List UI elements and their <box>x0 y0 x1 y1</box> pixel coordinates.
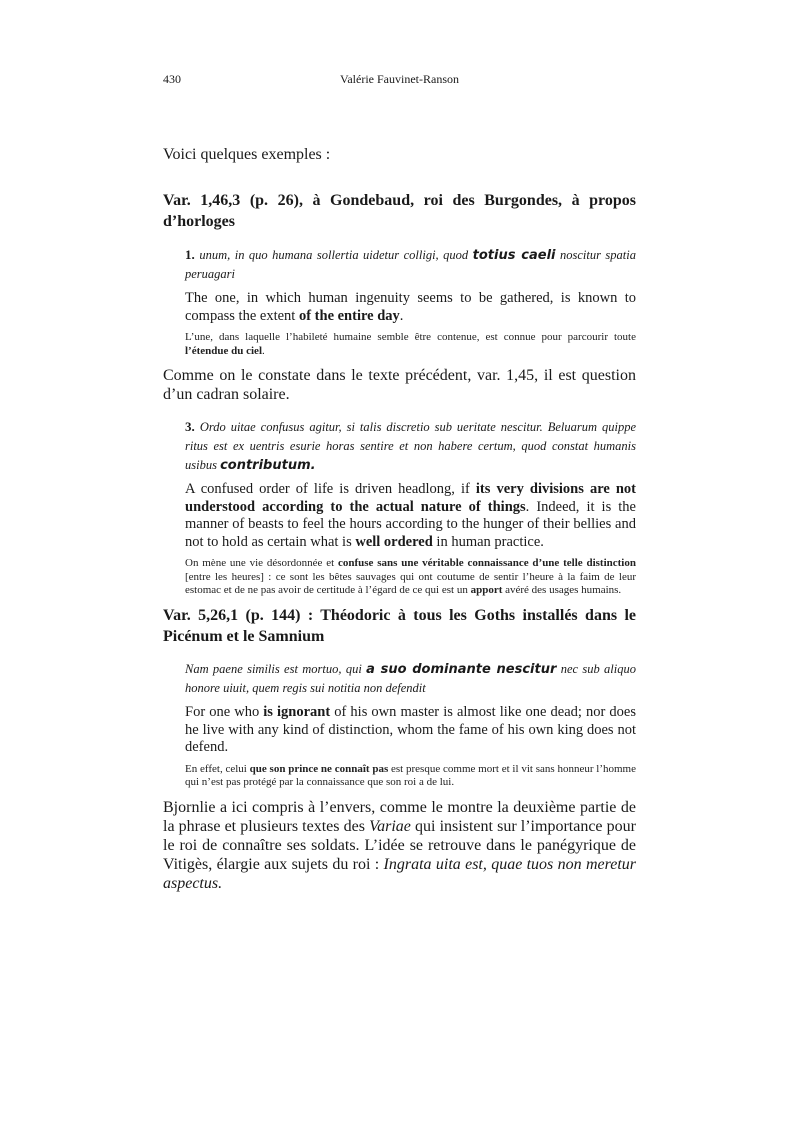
commentary-paragraph <box>163 366 636 404</box>
emphasized-text: 3. <box>185 419 200 434</box>
emphasized-text: confuse sans une véritable connaissance d’une telle distinction <box>337 557 636 569</box>
text-run: Ordo uitae confusus agitur, si talis discretio sub ueritate nescitur. Beluarum quippe ritus est ex uentris esurie horas sentire et non habere certum, quod constat humanis usibus <box>185 420 636 472</box>
quote-block <box>185 660 636 790</box>
text-run: avéré des usages humains. <box>502 584 622 596</box>
intro-block <box>163 145 636 164</box>
running-title: Valérie Fauvinet-Ranson <box>340 72 459 86</box>
text-run: Nam paene similis est mortuo, qui <box>185 662 367 676</box>
english-translation <box>185 704 636 757</box>
text-run: Voici quelques exemples : <box>163 146 331 163</box>
latin-quote <box>185 660 636 698</box>
text-run: En effet, celui <box>185 762 250 775</box>
english-translation <box>185 481 636 551</box>
english-translation <box>185 290 636 325</box>
latin-quote <box>185 245 636 284</box>
section-heading <box>163 605 636 647</box>
quote-block <box>185 417 636 598</box>
emphasized-text: a suo dominante nescitur <box>366 662 557 677</box>
text-run: noscitur spatia peruagari <box>185 248 636 281</box>
emphasized-text: contributum. <box>220 458 316 473</box>
text-run: [entre les heures] : ce sont les bêtes sauvages qui ont coutume de sentir l’heure à la faim de leur estomac et de ne pas avoir de certitude à l’égard de ce qui est un <box>185 570 636 596</box>
text-run: For one who <box>185 704 264 720</box>
emphasized-text: 1. <box>185 247 200 262</box>
text-run: Var. 5,26,1 (p. 144) : Théodoric à tous les Goths installés dans le Picénum et le Samnium <box>163 607 636 645</box>
text-run: Bjornlie a ici compris à l’envers, comme le montre la deuxième partie de la phrase et plusieurs textes des <box>163 798 636 835</box>
page-number: 430 <box>163 72 181 86</box>
latin-quote <box>185 417 636 475</box>
emphasized-text: que son prince ne connaît pas <box>249 762 389 775</box>
text-run: in human practice. <box>432 533 544 550</box>
text-run: . <box>262 344 265 357</box>
text-run: qui insistent sur l’importance pour le roi de connaître ses soldats. L’idée se retrouve dans le panégyrique de Vitigès, élargie aux sujets du roi : <box>163 817 636 873</box>
quote-block <box>185 245 636 358</box>
french-translation <box>185 331 636 358</box>
text-run: The one, in which human ingenuity seems to be gathered, is known to compass the extent <box>185 290 636 324</box>
text-run: of his own master is almost like one dead; nor does he live with any kind of distinction, whom the fame of his own king does not defend. <box>185 704 636 755</box>
french-translation <box>185 557 636 598</box>
text-run: Ingrata uita est, quae tuos non meretur aspectus. <box>163 855 637 892</box>
text-run: . <box>399 307 404 324</box>
emphasized-text: its very divisions are not understood according to the actual nature of things <box>185 481 637 515</box>
text-run: Var. 1,46,3 (p. 26), à Gondebaud, roi des Burgondes, à propos d’horloges <box>163 192 636 230</box>
section-2 <box>163 605 636 893</box>
emphasized-text: well ordered <box>355 533 433 550</box>
text-run: . Indeed, it is the manner of beasts to feel the hours according to the hunger of their bellies and not to hold as certain what is <box>185 498 636 550</box>
emphasized-text: totius caeli <box>472 248 556 263</box>
text-run: A confused order of life is driven headlong, if <box>185 481 476 497</box>
text-run: Comme on le constate dans le texte précédent, var. 1,45, il est question d’un cadran solaire. <box>163 367 636 403</box>
commentary-paragraph <box>163 798 636 893</box>
section-heading <box>163 190 636 232</box>
emphasized-text: l’étendue du ciel <box>185 344 262 357</box>
intro-paragraph <box>163 145 636 164</box>
text-run: L’une, dans laquelle l’habileté humaine semble être contenue, est connue pour parcourir toute <box>185 331 636 343</box>
text-run: Variae <box>369 817 411 835</box>
emphasized-text: of the entire day <box>298 307 400 324</box>
french-translation <box>185 763 636 790</box>
emphasized-text: is ignorant <box>263 704 331 720</box>
text-run: unum, in quo humana sollertia uidetur colligi, quod <box>199 248 473 262</box>
emphasized-text: apport <box>470 584 503 596</box>
text-run: est presque comme mort et il vit sans honneur l’homme qui n’est pas protégé par la connaissance que son roi a de lui. <box>185 762 636 788</box>
section-1 <box>163 190 636 598</box>
text-run: On mène une vie désordonnée et <box>185 557 338 569</box>
text-run: nec sub aliquo honore uiuit, quem regis sui notitia non defendit <box>185 662 636 695</box>
